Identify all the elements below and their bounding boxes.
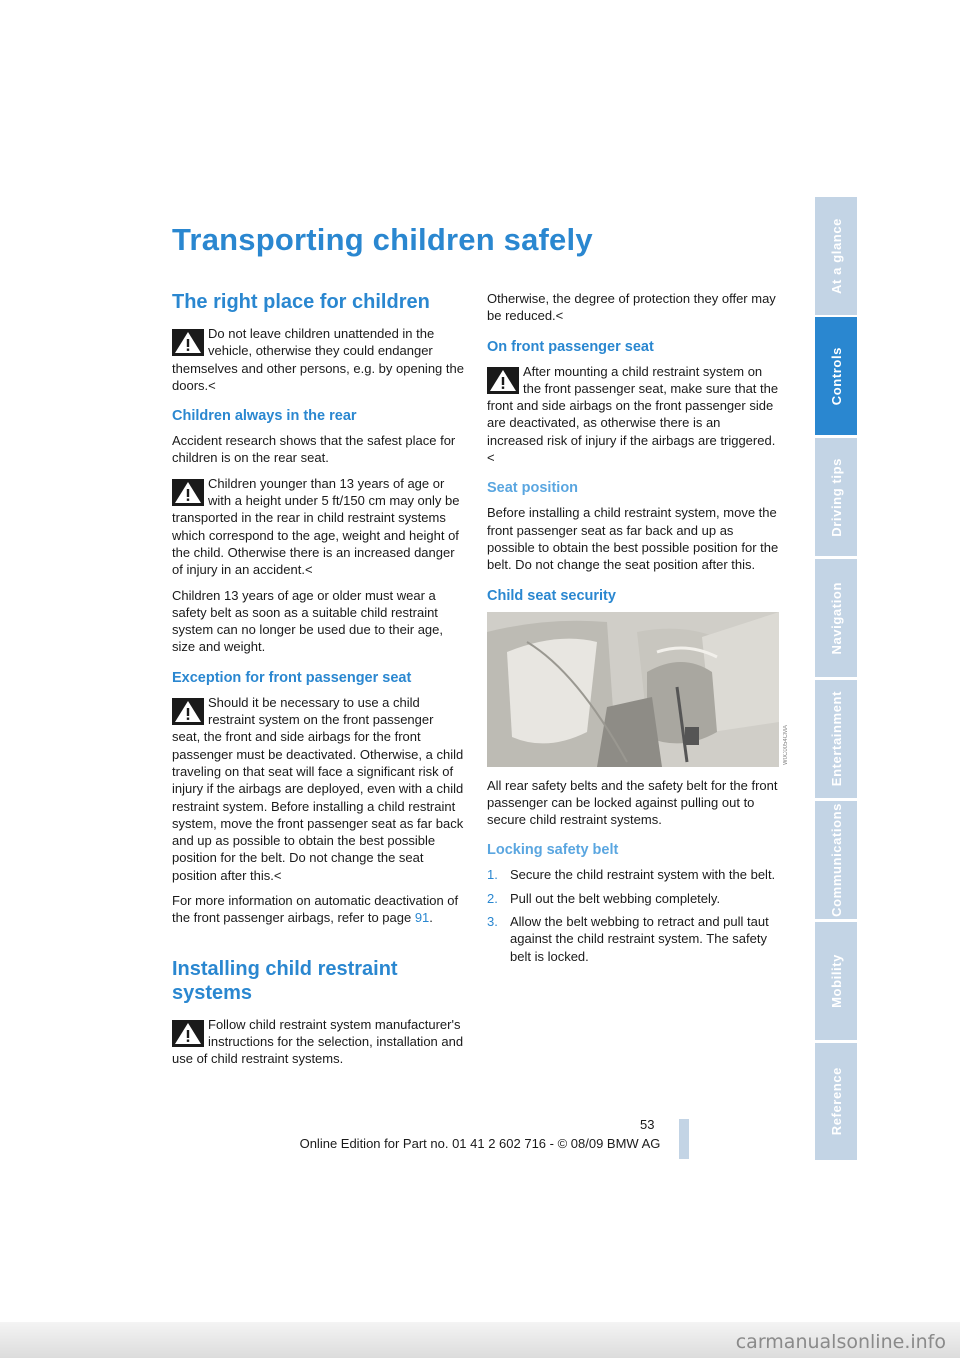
tab-label: Entertainment [828,691,844,787]
warning-triangle-icon [172,1020,204,1047]
end-mark: < [208,377,216,393]
warning-text: Follow child restraint system manufacturer's instructions for the selection, installation and use of child restraint systems. [172,1016,464,1067]
watermark-text: carmanualsonline.info [735,1331,946,1353]
continued-text: Otherwise, the degree of protection they offer may be reduced. [487,291,776,324]
car-interior-illustration [487,612,779,767]
warning-text: After mounting a child restraint system on the front passenger seat, make sure that the front and side airbags on the front passenger side are deactivated, as otherwise there is an increased risk of injury if the airbags are triggered. [487,363,779,448]
right-column [487,290,779,971]
step-text: Allow the belt webbing to retract and pull taut against the child restraint system. The safety belt is locked. [510,914,769,964]
warning-note [172,694,464,884]
warning-note [172,325,464,394]
tab-label: At a glance [828,218,844,294]
more-info-text: For more information on automatic deactivation of the front passenger airbags, refer to page [172,893,459,926]
tab-label: Reference [828,1067,844,1136]
tab-label: Navigation [828,581,844,655]
page-title: Transporting children safely [172,222,593,257]
end-mark: < [555,308,564,324]
paragraph: All rear safety belts and the safety belt for the front passenger can be locked against pulling out to secure child restraint systems. [487,777,778,828]
list-item [487,913,779,965]
step-number: 1. [487,867,498,883]
step-text: Secure the child restraint system with the belt. [510,867,776,883]
warning-triangle-icon [172,698,204,725]
paragraph-more-info: For more information on automatic deactivation of the front passenger airbags, refer to page 91. [172,893,459,926]
subheading-seat-position: Seat position [487,480,579,497]
chapter-tabs [815,197,857,1160]
subheading-exception: Exception for front passenger seat [172,669,412,686]
warning-note [172,1016,464,1068]
tab-label: Communications [828,803,844,917]
watermark-bar [0,1322,960,1358]
warning-note [487,363,779,467]
section-heading-installing: Installing child restraint systems [172,957,398,1004]
subheading-rear: Children always in the rear [172,408,357,425]
warning-note [172,475,464,579]
paragraph: Before installing a child restraint system, move the front passenger seat as far back and up as possible to obtain the best possible position for the belt. Do not change the seat position after this. [487,505,779,573]
warning-text: Children younger than 13 years of age or with a height under 5 ft/150 cm may only be transported in the rear in child restraint systems which correspond to the age, weight and height of the child. Otherwise there is an increased danger of injury in an accident. [172,475,460,578]
page-reference-link[interactable]: 91 [414,910,430,926]
tab-mobility[interactable] [815,922,857,1040]
figure-code: W0C0054CMA [783,725,789,766]
paragraph-continued [487,290,779,325]
tab-at-a-glance[interactable] [815,197,857,315]
tab-label: Mobility [828,954,844,1008]
tab-driving-tips[interactable] [815,438,857,556]
step-number: 3. [487,914,498,930]
list-item [487,866,779,883]
subheading-child-seat-security: Child seat security [487,587,616,604]
tab-label: Controls [828,346,844,406]
section-heading-right-place: The right place for children [172,291,430,313]
end-mark: < [273,867,282,883]
warning-triangle-icon [172,329,204,356]
warning-triangle-icon [487,367,519,394]
child-seat-illustration [487,612,779,767]
left-column [172,290,464,1076]
end-mark: < [304,562,313,578]
tab-label: Driving tips [828,457,844,537]
subheading-front-passenger: On front passenger seat [487,338,654,355]
subheading-locking-belt: Locking safety belt [487,842,619,859]
warning-text: Should it be necessary to use a child restraint system on the front passenger seat, the front and side airbags for the front passenger must be deactivated. Otherwise, a child traveling on that seat will face a significant risk of injury if the airbags are deployed, even with a child restraint system. Before installing a child restraint system, move the front passenger seat as far back and up as possible to obtain the best possible position for the belt. Do not change the seat position after this. [172,694,464,883]
paragraph: Children 13 years of age or older must wear a safety belt as soon as a suitable child restraint system can no longer be used due to their age, size and weight. [172,587,444,655]
list-item [487,890,779,907]
end-mark: < [487,450,495,466]
warning-text: Do not leave children unattended in the vehicle, otherwise they could endanger themselves and other persons, e.g. by opening the doors. [172,326,464,393]
tab-navigation[interactable] [815,559,857,677]
paragraph: Accident research shows that the safest place for children is on the rear seat. [172,433,456,466]
warning-triangle-icon [172,479,204,506]
footer-edition: Online Edition for Part no. 01 41 2 602 716 - © 08/09 BMW AG [299,1136,661,1151]
page-number: 53 [640,1117,655,1132]
tab-entertainment[interactable] [815,680,857,798]
tab-communications[interactable] [815,801,857,919]
tab-controls[interactable] [815,317,857,435]
steps-list [487,866,779,964]
step-number: 2. [487,890,498,906]
step-text: Pull out the belt webbing completely. [510,890,721,906]
